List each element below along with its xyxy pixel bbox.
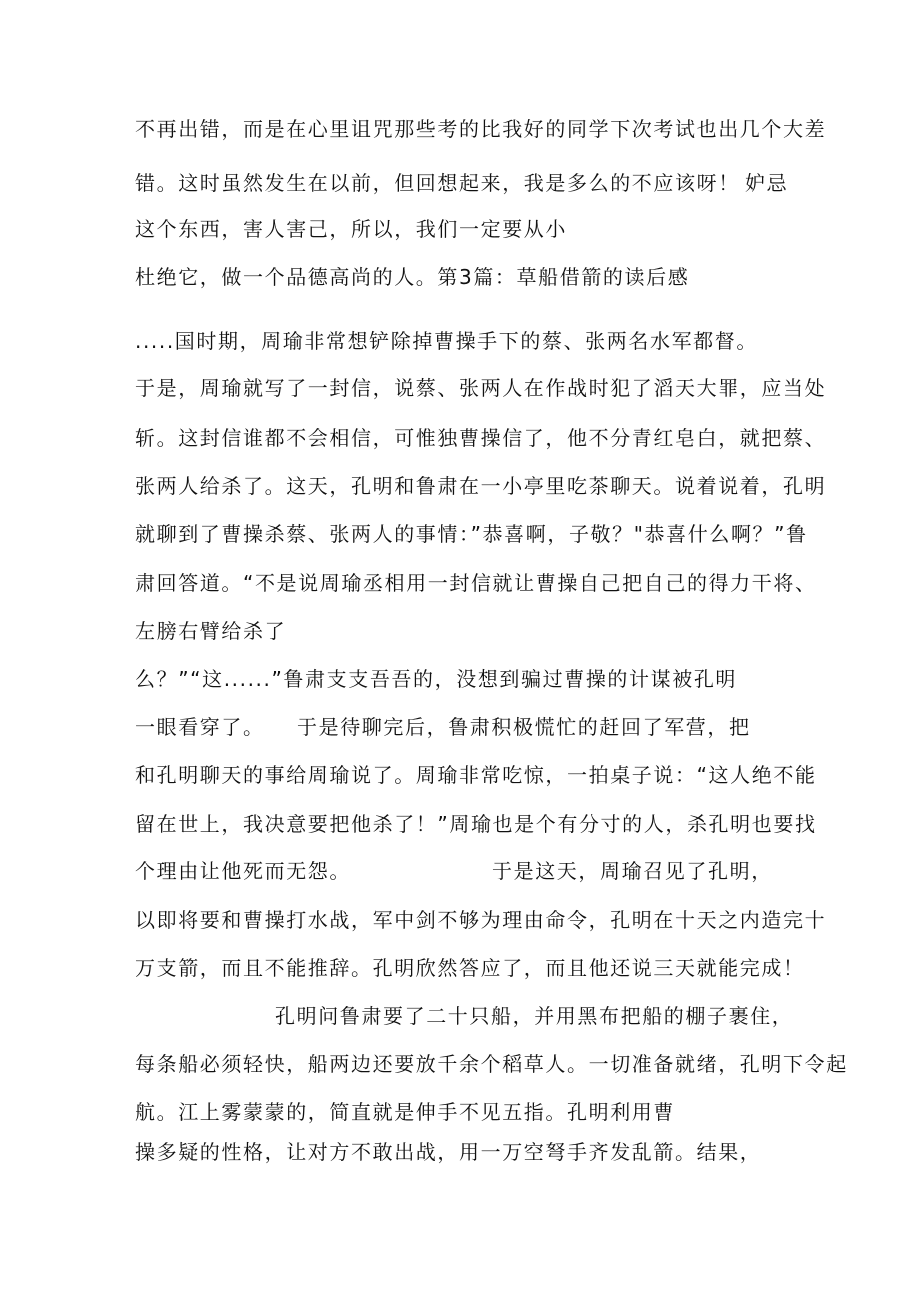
- text-line-15: 于是待聊完后，鲁肃积极慌忙的赶回了军营，把: [297, 715, 751, 739]
- text-line-7: 于是，周瑜就写了一封信，说蔡、张两人在作战时犯了滔天大罪，应当处: [135, 376, 827, 400]
- text-line-1: 不再出错，而是在心里诅咒那些考的比我好的同学下次考试也出几个大差: [135, 117, 827, 141]
- text-line-3: 妒忌: [745, 171, 789, 195]
- text-line-21: 万支箭，而且不能推辞。孔明欣然答应了，而且他还说三天就能完成！: [135, 956, 805, 980]
- text-line-5: 杜绝它，做一个品德高尚的人。第3篇：草船借箭的读后感: [135, 265, 690, 289]
- text-line-9: 张两人给杀了。这天，孔明和鲁肃在一小亭里吃茶聊天。说着说着，孔明: [135, 474, 827, 498]
- text-line-11: 肃回答道。“不是说周瑜丞相用一封信就让曹操自己把自己的得力干将、: [135, 571, 817, 595]
- text-line-6: .....国时期，周瑜非常想铲除掉曹操手下的蔡、张两名水军都督。: [135, 329, 758, 353]
- text-line-4: 这个东西，害人害己，所以，我们一定要从小: [135, 217, 567, 241]
- text-line-12: 左膀右臂给杀了: [135, 619, 287, 643]
- text-line-18: 个理由让他死而无怨。: [135, 859, 351, 883]
- text-line-23: 每条船必须轻快，船两边还要放千余个稻草人。一切准备就绪，孔明下令起: [135, 1052, 848, 1076]
- text-line-8: 斩。这封信谁都不会相信，可惟独曹操信了，他不分青红皂白，就把蔡、: [135, 426, 827, 450]
- text-line-13: 么？”“这......”鲁肃支支吾吾的，没想到骗过曹操的计谋被孔明: [135, 667, 738, 691]
- text-line-20: 以即将要和曹操打水战，军中剑不够为理由命令，孔明在十天之内造完十: [135, 908, 827, 932]
- text-line-10: 就聊到了曹操杀蔡、张两人的事情：”恭喜啊，子敬？"恭喜什么啊？”鲁: [135, 522, 808, 546]
- text-line-19: 于是这天，周瑜召见了孔明，: [492, 859, 773, 883]
- text-line-25: 操多疑的性格，让对方不敢出战，用一万空弩手齐发乱箭。结果，: [135, 1140, 762, 1164]
- text-line-17: 留在世上，我决意要把他杀了！”周瑜也是个有分寸的人，杀孔明也要找: [135, 812, 817, 836]
- text-line-2: 错。这时虽然发生在以前，但回想起来，我是多么的不应该呀！: [135, 171, 740, 195]
- text-line-14: 一眼看穿了。: [135, 715, 265, 739]
- text-line-16: 和孔明聊天的事给周瑜说了。周瑜非常吃惊，一拍桌子说：“这人绝不能: [135, 763, 817, 787]
- text-line-24: 航。江上雾蒙蒙的，简直就是伸手不见五指。孔明利用曹: [135, 1100, 675, 1124]
- text-line-22: 孔明问鲁肃要了二十只船，并用黑布把船的棚子裹住，: [275, 1004, 794, 1028]
